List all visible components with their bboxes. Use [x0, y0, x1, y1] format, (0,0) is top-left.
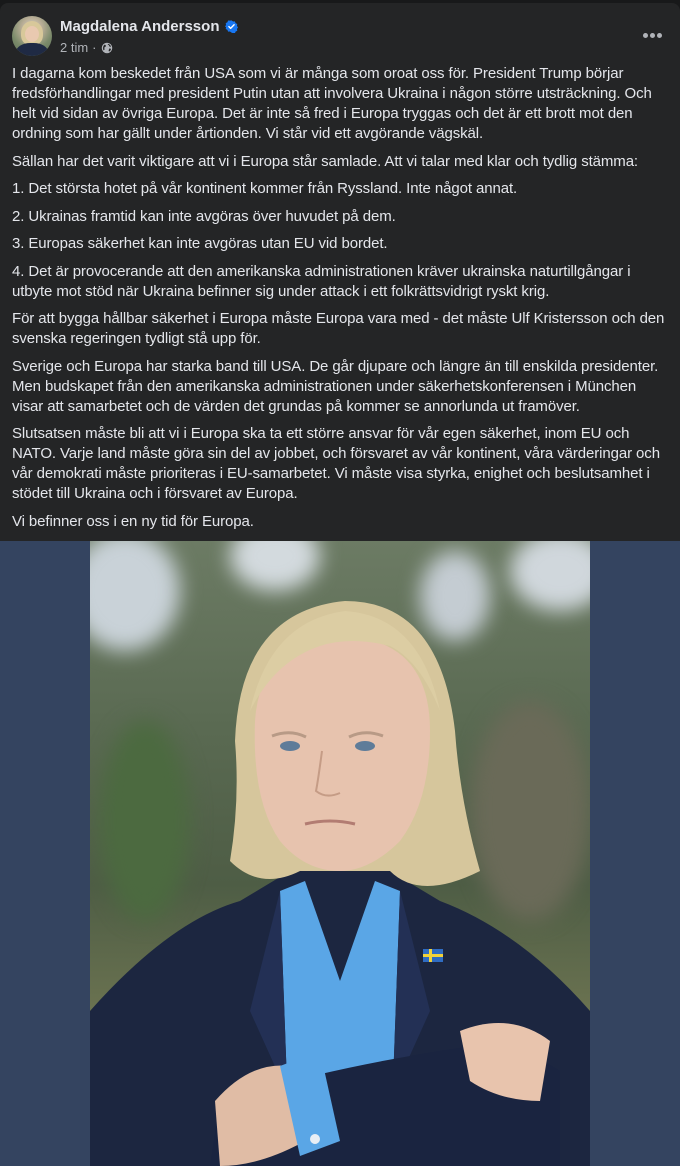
author-name[interactable]: Magdalena Andersson — [60, 18, 220, 35]
post-paragraph: I dagarna kom beskedet från USA som vi är många som oroat oss för. President Trump börjar fredsförhandlingar med president Putin utan att involvera Ukraina i någon större utsträckning. Och helt vid sidan av övriga Europa. Det är inte så fred i Europa tryggas och det är ett brott mot den ordning som har gällt under årtionden. Vi står vid ett avgörande vägskäl. — [12, 65, 652, 142]
post-paragraph: Slutsatsen måste bli att vi i Europa ska ta ett större ansvar för vår egen säkerhet, inom EU och NATO. Varje land måste göra sin del av jobbet, och försvaret av vår kontinent, våra värderingar och vår demokrati måste prioriteras i EU-samarbetet. Vi måste visa styrka, enighet och beslutsamhet i stödet till Ukraina och i försvaret av Europa. — [12, 425, 660, 502]
globe-icon — [101, 42, 113, 54]
post-paragraph: 3. Europas säkerhet kan inte avgöras utan EU vid bordet. — [12, 235, 388, 252]
author-row — [60, 18, 238, 35]
more-options-button[interactable] — [640, 25, 664, 45]
post-paragraph: 4. Det är provocerande att den amerikanska administrationen kräver ukrainska naturtillgångar i utbyte mot stöd när Ukraina befinner sig under attack i ett folkrättsvidrigt ryskt krig. — [12, 262, 631, 300]
post-photo[interactable] — [90, 541, 590, 1166]
more-dot — [657, 33, 662, 38]
post-meta — [60, 40, 113, 55]
post-body — [0, 64, 680, 532]
author-avatar[interactable] — [12, 16, 52, 56]
verified-badge-icon — [225, 20, 238, 33]
post-timestamp[interactable]: 2 tim — [60, 40, 89, 55]
post-paragraph: 1. Det största hotet på vår kontinent kommer från Ryssland. Inte något annat. — [12, 180, 518, 197]
post-paragraph: För att bygga hållbar säkerhet i Europa måste Europa vara med - det måste Ulf Kristersson och den svenska regeringen tydligt stå upp för. — [12, 310, 665, 347]
post-paragraph: Sällan har det varit viktigare att vi i Europa står samlade. Att vi talar med klar och tydlig stämma: — [12, 152, 639, 170]
post-header — [0, 3, 680, 61]
post-paragraph: 2. Ukrainas framtid kan inte avgöras över huvudet på dem. — [12, 207, 396, 225]
more-horizontal-icon — [643, 33, 648, 38]
post-paragraph: Vi befinner oss i en ny tid för Europa. — [12, 512, 254, 530]
post-card — [0, 3, 680, 1166]
post-paragraph: Sverige och Europa har starka band till USA. De går djupare och längre än till enskilda presidenter. Men budskapet från den amerikanska administrationen under säkerhetskonferensen i München visar att samarbetet och de värden det grundas på kommer se annorlunda ut framöver. — [12, 357, 659, 415]
more-dot — [650, 33, 655, 38]
meta-separator: · — [92, 40, 97, 55]
portrait-illustration — [90, 541, 590, 1166]
post-photo-container[interactable] — [0, 541, 680, 1166]
